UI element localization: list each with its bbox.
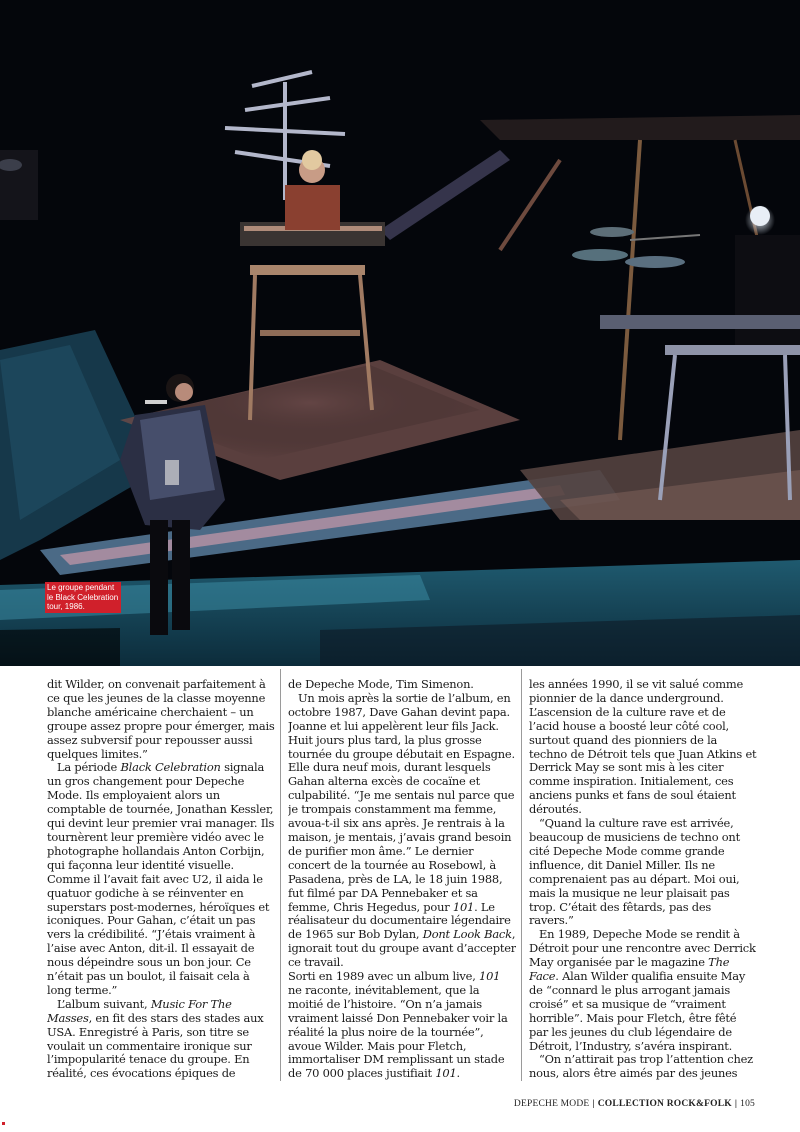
- film-title: Dont Look Back: [422, 927, 512, 942]
- footer-separator: |: [592, 1099, 595, 1109]
- text-run: La période: [57, 760, 121, 775]
- article-body: [47, 678, 767, 1080]
- paragraph: [288, 970, 516, 1080]
- text-run: L’album suivant,: [57, 996, 151, 1011]
- text-run: . Le réalisateur du documentaire légendaire de 1965 sur Bob Dylan,: [288, 899, 511, 942]
- paragraph: dit Wilder, on convenait parfaitement à ce que les jeunes de la classe moyenne blanche américaine cherchaient – un groupe assez propre pour émerger, mais assez subversif pour repousser aussi quelques limites.”: [47, 678, 275, 761]
- paragraph: [47, 998, 275, 1080]
- text-run: signala un gros changement pour Depeche Mode. Ils employaient alors un comptable de tournée, Jonathan Kessler, qui devint leur premier vrai manager. Ils tournèrent leur première vidéo avec le photographe hollandais Anton Corbijn, qui façonna leur identité visuelle. Comme il l’avait fait avec U2, il aida le quatuor godiche à se réinventer en superstars post-modernes, héroïques et iconiques. Pour Gahan, c’était un pas vers la crédibilité. “J’étais vraiment à l’aise avec Anton, dit-il. Il essayait de nous dépeindre sous un bon jour. Ce n’était pas un boulot, il faisait cela à long terme.”: [47, 760, 275, 997]
- text-run: Un mois après la sortie de l’album, en octobre 1987, Dave Gahan devint papa. Joanne et lui appelèrent leur fils Jack. Huit jours plus tard, la plus grosse tournée du groupe débutait en Espagne. Elle dura neuf mois, durant lesquels Gahan alterna excès de cocaïne et culpabilité. “Je me sentais nul parce que je trompais constamment ma femme, avoua-t-il six ans après. Je rentrais à la maison, je mentais, j’avais grand besoin de purifier mon âme.” Le dernier concert de la tournée au Rosebowl, à Pasadena, près de LA, le 18 juin 1988, fut filmé par DA Pennebaker et sa femme, Chris Hegedus, pour: [288, 690, 515, 914]
- paragraph: [47, 761, 275, 997]
- text-run: “On n’attirait pas trop l’attention chez nous, alors être aimés par des jeunes: [529, 1052, 753, 1080]
- paragraph: [529, 928, 757, 1053]
- text-run: .: [456, 1066, 460, 1080]
- paragraph: [529, 1053, 757, 1080]
- caption-line: Le groupe pendant: [47, 583, 115, 592]
- article-column-1: [47, 678, 275, 1080]
- page-number: 105: [740, 1099, 755, 1109]
- album-title: Music For The Masses: [47, 996, 232, 1025]
- paragraph: [288, 692, 516, 970]
- text-run: Sorti en 1989 avec un album live,: [288, 969, 480, 984]
- photo-caption: [45, 582, 121, 613]
- film-title: 101: [452, 899, 475, 914]
- text-run: En 1989, Depeche Mode se rendit à Détroit pour une rencontre avec Derrick May organisée par le magazine: [529, 927, 756, 970]
- article-column-3: [529, 678, 757, 1080]
- text-run: , ignorait tout du groupe avant d’accepter ce travail.: [288, 927, 516, 970]
- album-title: Black Celebration: [120, 760, 221, 775]
- caption-line: le Black Celebration: [47, 592, 119, 602]
- film-title: 101: [479, 969, 501, 984]
- print-mark: [2, 1122, 5, 1125]
- text-run: , en fit des stars des stades aux USA. Enregistré à Paris, son titre se voulait un commentaire ironique sur l’impopularité tenace du groupe. En réalité, ces évocations épiques de: [47, 1010, 264, 1080]
- text-run: ne raconte, inévitablement, que la moitié de l’histoire. “On n’a jamais vraiment laissé Don Pennebaker voir la réalité la plus noire de la tournée”, avoue Wilder. Mais pour Fletch, immortaliser DM remplissant un stade de 70 000 places justifiait: [288, 982, 508, 1080]
- footer-collection: COLLECTION ROCK&FOLK: [597, 1099, 732, 1109]
- page-footer: [514, 1099, 755, 1109]
- paragraph: de Depeche Mode, Tim Simenon.: [288, 678, 474, 691]
- paragraph: “Quand la culture rave est arrivée, beaucoup de musiciens de techno ont cité Depeche Mode comme grande influence, dit Daniel Miller. Ils ne comprenaient pas au départ. Moi oui, mais la musique ne leur plaisait pas trop. C’était des fêtards, pas des ravers.”: [529, 816, 740, 928]
- text-run: . Alan Wilder qualifia ensuite May de “connard le plus arrogant jamais croisé” et sa musique de “vraiment horrible”. Mais pour Fletch, être fêté par les jeunes du club légendaire de Détroit, l’Industry, s’avéra inspirant.: [529, 969, 746, 1053]
- article-column-2: [288, 678, 516, 1080]
- keyboard-rig-right: [600, 315, 800, 329]
- film-title: 101: [435, 1066, 457, 1080]
- footer-separator: |: [734, 1099, 738, 1109]
- magazine-title: The Face: [529, 955, 730, 984]
- paragraph: les années 1990, il se vit salué comme pionnier de la dance underground. L’ascension de la culture rave et de l’acid house a boosté leur côté cool, surtout quand des pionniers de la techno de Détroit tels que Juan Atkins et Derrick May se sont mis à les citer comme inspiration. Initialement, ces anciens punks et fans de soul étaient déroutés.: [529, 678, 757, 817]
- caption-line: tour, 1986.: [47, 602, 85, 611]
- footer-band: DEPECHE MODE: [513, 1099, 590, 1109]
